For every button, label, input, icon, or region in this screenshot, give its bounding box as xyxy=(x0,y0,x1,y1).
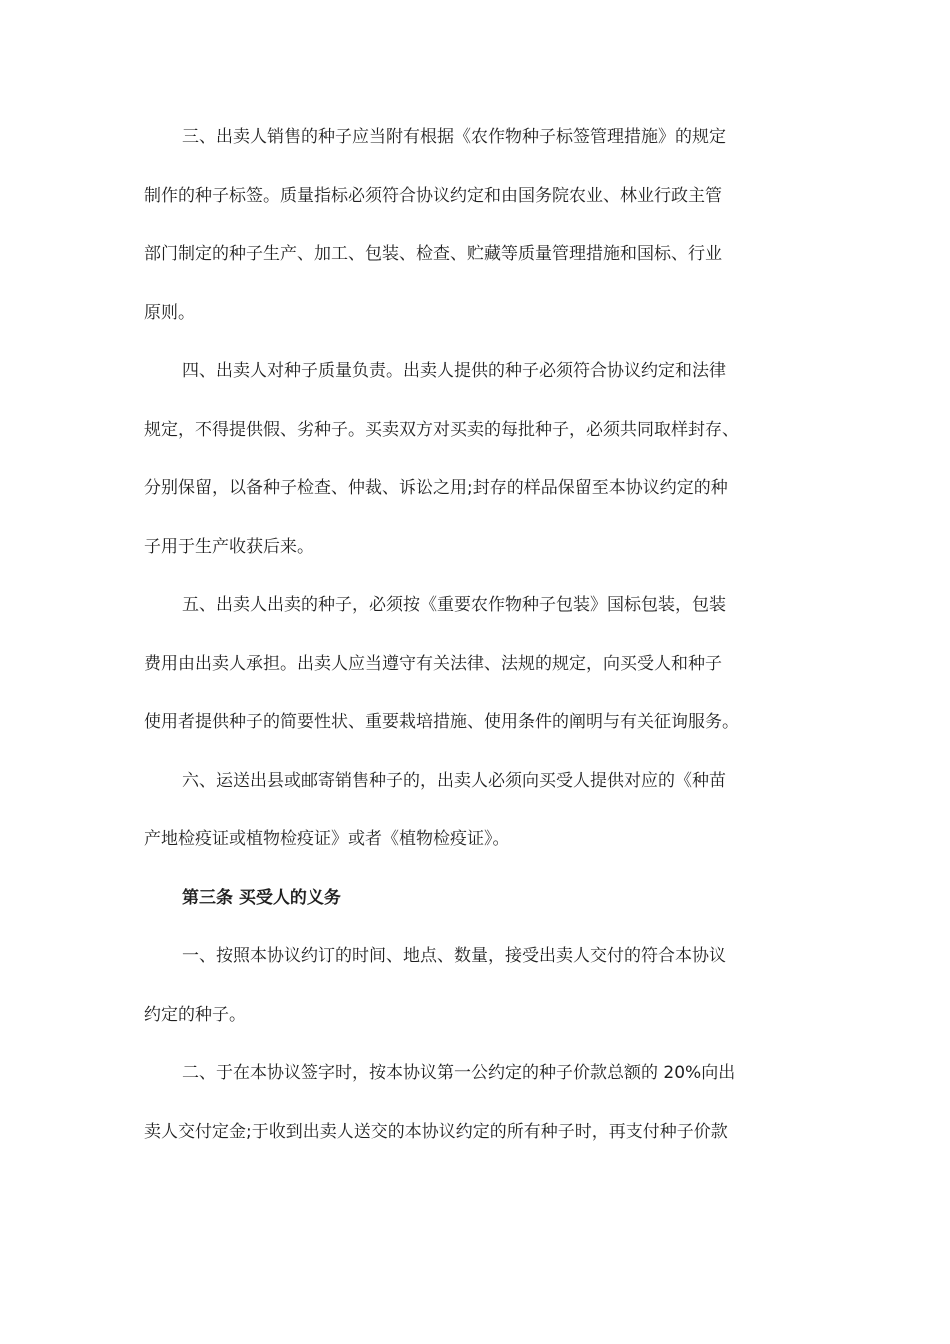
paragraph-seller-item-5 xyxy=(144,576,812,752)
document-body xyxy=(144,108,812,1161)
paragraph-buyer-item-2 xyxy=(144,1044,812,1161)
text-line: 一、按照本协议约订的时间、地点、数量，接受出卖人交付的符合本协议 xyxy=(182,946,726,966)
text-line: 二、于在本协议签字时，按本协议第一公约定的种子价款总额的 20%向出 xyxy=(182,1063,736,1083)
text-line: 三、出卖人销售的种子应当附有根据《农作物种子标签管理措施》的规定 xyxy=(182,127,726,147)
text-line: 规定，不得提供假、劣种子。买卖双方对买卖的每批种子，必须共同取样封存、 xyxy=(144,419,739,440)
text-line: 分别保留，以备种子检查、仲裁、诉讼之用;封存的样品保留至本协议约定的种 xyxy=(144,478,728,498)
text-line: 约定的种子。 xyxy=(144,1004,246,1025)
text-line: 费用由出卖人承担。出卖人应当遵守有关法律、法规的规定，向买受人和种子 xyxy=(144,653,722,674)
text-line: 五、出卖人出卖的种子，必须按《重要农作物种子包装》国标包装，包装 xyxy=(182,595,726,615)
text-line: 卖人交付定金;于收到出卖人送交的本协议约定的所有种子时，再支付种子价款 xyxy=(144,1121,728,1142)
text-line: 六、运送出县或邮寄销售种子的，出卖人必须向买受人提供对应的《种苗 xyxy=(182,770,726,791)
text-line: 制作的种子标签。质量指标必须符合协议约定和由国务院农业、林业行政主管 xyxy=(144,185,722,206)
section-heading-buyer-obligations xyxy=(144,869,812,928)
text-line: 部门制定的种子生产、加工、包装、检查、贮藏等质量管理措施和国标、行业 xyxy=(144,244,722,264)
paragraph-buyer-item-1 xyxy=(144,927,812,1044)
text-line: 产地检疫证或植物检疫证》或者《植物检疫证》。 xyxy=(144,829,510,849)
text-line: 子用于生产收获后来。 xyxy=(144,536,314,557)
text-line: 使用者提供种子的简要性状、重要栽培措施、使用条件的阐明与有关征询服务。 xyxy=(144,712,739,732)
text-line: 原则。 xyxy=(144,302,195,323)
text-line: 四、出卖人对种子质量负责。出卖人提供的种子必须符合协议约定和法律 xyxy=(182,361,726,381)
section-heading: 第三条 买受人的义务 xyxy=(182,887,341,908)
paragraph-seller-item-6 xyxy=(144,752,812,869)
paragraph-seller-item-4 xyxy=(144,342,812,576)
paragraph-seller-item-3 xyxy=(144,108,812,342)
